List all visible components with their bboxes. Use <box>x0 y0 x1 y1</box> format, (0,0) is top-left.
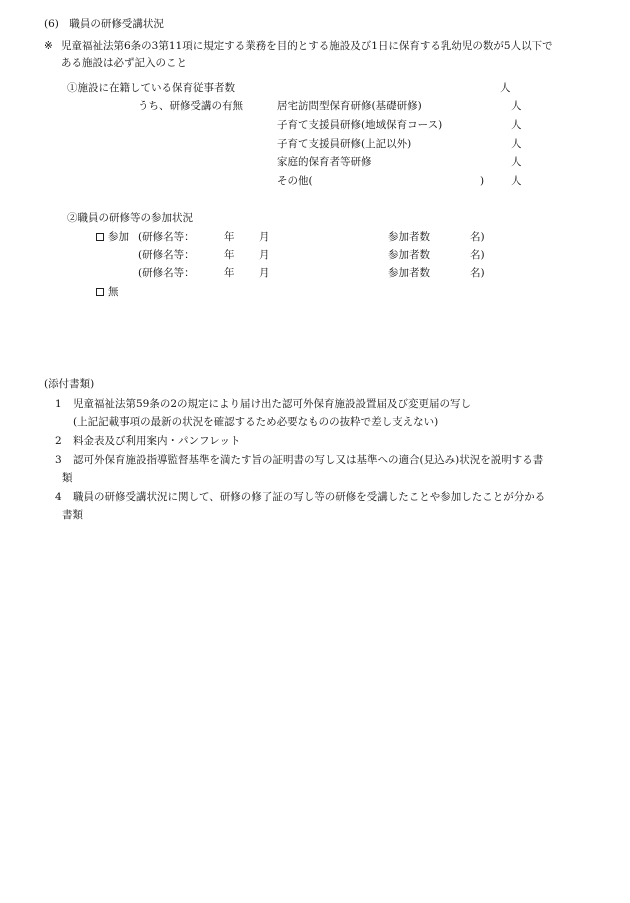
section-heading: (6) 職員の研修受講状況 <box>44 18 164 30</box>
note-mark: ※ <box>44 40 53 52</box>
training-item-label: 子育て支援員研修(地域保育コース) <box>277 119 443 131</box>
attachment-number: 4 <box>55 491 62 503</box>
participation-row-name: (研修名等： <box>138 249 195 261</box>
attachment-line: 児童福祉法第59条の2の規定により届け出た認可外保育施設設置届及び変更届の写し <box>73 398 472 410</box>
training-item-label: その他( <box>277 175 313 187</box>
participation-yes-option[interactable] <box>96 230 129 244</box>
participation-row-count-label: 参加者数 <box>388 231 430 243</box>
participation-row-count-label: 参加者数 <box>388 249 430 261</box>
training-item-unit: 人 <box>511 119 522 131</box>
participation-no-checkbox[interactable] <box>96 288 104 296</box>
participation-title: ②職員の研修等の参加状況 <box>67 212 193 224</box>
participation-row-month: 月 <box>259 267 270 279</box>
attachment-line: 類 <box>62 472 73 484</box>
participation-row-unit: 名) <box>470 249 485 261</box>
attachment-number: 1 <box>55 398 62 410</box>
training-header: うち、研修受講の有無 <box>138 100 243 112</box>
participation-row-name: (研修名等： <box>138 231 195 243</box>
staff-count-title: ①施設に在籍している保育従事者数 <box>67 82 235 94</box>
participation-row-name: (研修名等： <box>138 267 195 279</box>
attachment-line: (上記記載事項の最新の状況を確認するため必要なものの抜粋で差し支えない) <box>73 416 439 428</box>
participation-row-count-label: 参加者数 <box>388 267 430 279</box>
participation-row-unit: 名) <box>470 231 485 243</box>
attachment-line: 職員の研修受講状況に関して、研修の修了証の写し等の研修を受講したことや参加したことが分かる <box>73 491 546 503</box>
training-item-unit: 人 <box>511 138 522 150</box>
participation-no-option[interactable] <box>96 285 119 299</box>
attachments-title: (添付書類) <box>44 378 95 390</box>
training-item-unit: 人 <box>511 156 522 168</box>
staff-count-unit: 人 <box>500 82 511 94</box>
training-item-unit: 人 <box>511 100 522 112</box>
participation-yes-checkbox[interactable] <box>96 233 104 241</box>
participation-row-year: 年 <box>224 249 235 261</box>
attachment-line: 書類 <box>62 509 83 521</box>
attachment-number: 2 <box>55 435 62 447</box>
attachment-line: 認可外保育施設指導監督基準を満たす旨の証明書の写し又は基準への適合(見込み)状況を説明する書 <box>73 454 544 466</box>
participation-row-month: 月 <box>259 231 270 243</box>
participation-no-label: 無 <box>108 286 119 298</box>
participation-row-year: 年 <box>224 231 235 243</box>
note-line-2: ある施設は必ず記入のこと <box>61 57 187 69</box>
participation-row-unit: 名) <box>470 267 485 279</box>
participation-row-month: 月 <box>259 249 270 261</box>
attachment-number: 3 <box>55 454 62 466</box>
attachment-line: 料金表及び利用案内・パンフレット <box>73 435 241 447</box>
training-item-close: ) <box>480 175 485 187</box>
training-item-unit: 人 <box>511 175 522 187</box>
training-item-label: 居宅訪問型保育研修(基礎研修) <box>277 100 422 112</box>
training-item-label: 子育て支援員研修(上記以外) <box>277 138 412 150</box>
participation-row-year: 年 <box>224 267 235 279</box>
note-line-1: 児童福祉法第6条の3第11項に規定する業務を目的とする施設及び1日に保育する乳幼児の数が5人以下で <box>61 40 553 52</box>
training-item-label: 家庭的保育者等研修 <box>277 156 372 168</box>
participation-yes-label: 参加 <box>108 231 129 243</box>
